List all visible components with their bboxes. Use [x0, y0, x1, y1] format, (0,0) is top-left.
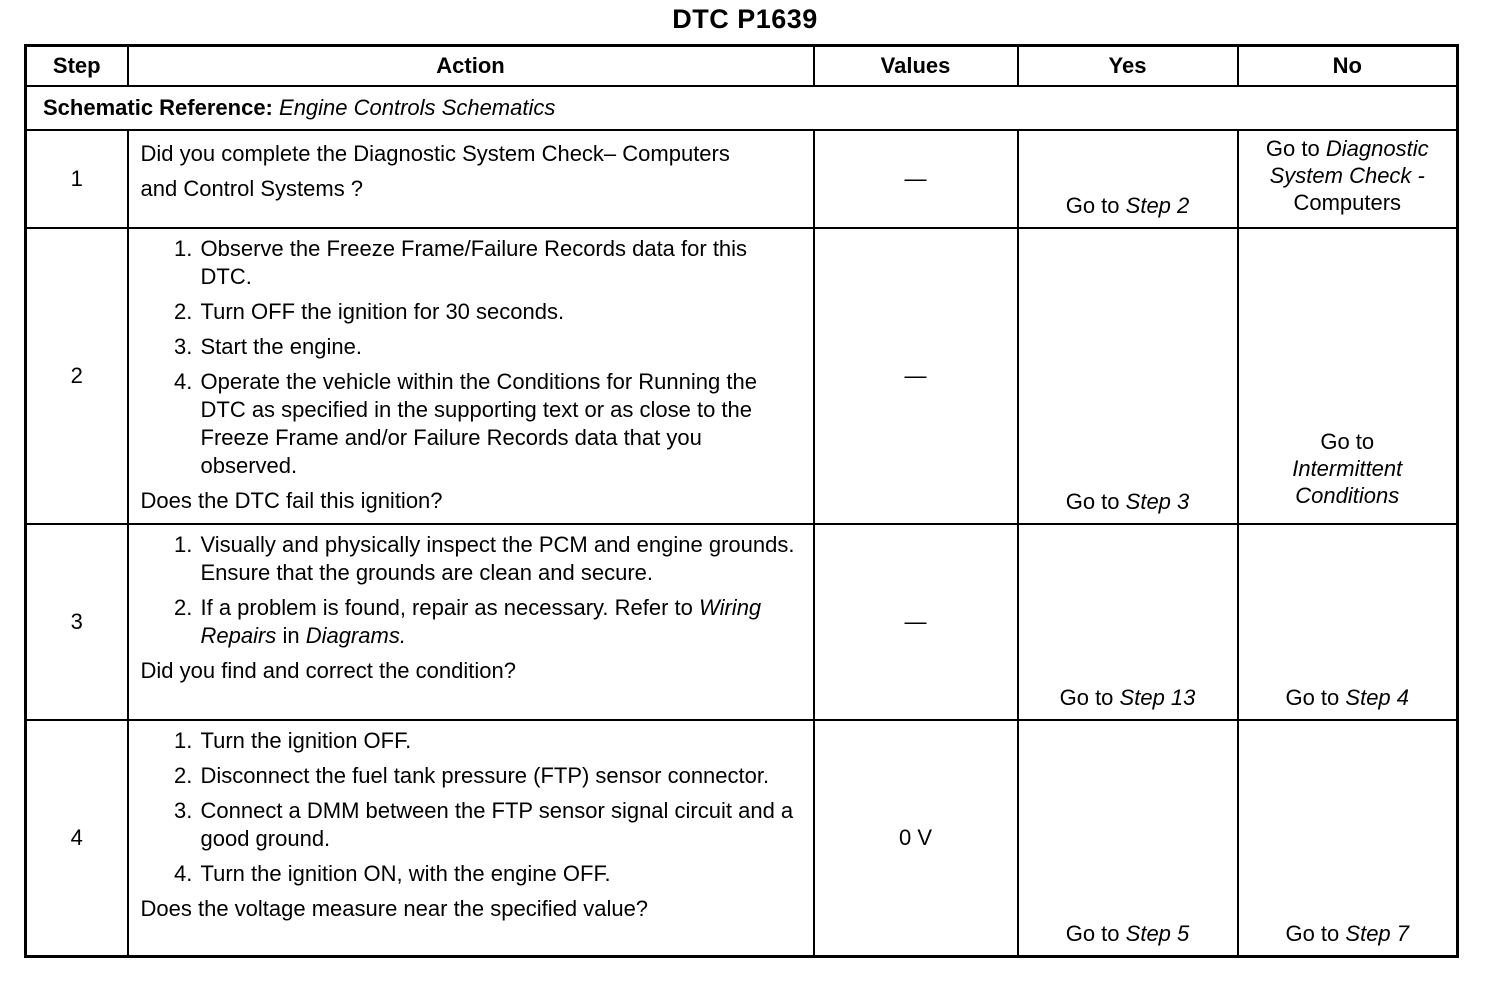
no-suffix: Computers: [1293, 190, 1402, 215]
no-cell: [1238, 720, 1458, 956]
yes-link[interactable]: Step 5: [1125, 920, 1190, 946]
action-question: Did you find and correct the condition?: [140, 658, 516, 683]
header-action: Action: [128, 46, 814, 87]
schematic-link[interactable]: Engine Controls Schematics: [279, 95, 556, 120]
step-number: 2: [26, 228, 128, 524]
action-item-text: in: [282, 623, 300, 648]
action-cell: [128, 130, 814, 228]
schematic-label: Schematic Reference:: [43, 95, 273, 120]
header-no: No: [1238, 46, 1458, 87]
header-values: Values: [814, 46, 1018, 87]
wiring-repairs-link[interactable]: Wiring Repairs: [200, 595, 762, 648]
value-text: —: [904, 166, 927, 191]
table-row: [26, 130, 1458, 228]
action-question: Does the voltage measure near the specified value?: [140, 896, 649, 921]
action-list: [141, 235, 803, 480]
page-title: DTC P1639: [672, 4, 818, 34]
table-row: [26, 228, 1458, 524]
yes-cell: [1018, 720, 1238, 956]
action-cell: [128, 524, 814, 720]
action-item: 1. Visually and physically inspect the PCM and engine grounds. Ensure that the grounds are clean and secure.: [199, 531, 803, 587]
no-prefix: Go to: [1320, 429, 1375, 454]
value-text: 0 V: [898, 824, 933, 850]
action-cell: [128, 228, 814, 524]
action-question: Did you complete the Diagnostic System Check– Computers: [140, 141, 730, 166]
yes-prefix: Go to: [1059, 685, 1114, 710]
no-link[interactable]: Step 4: [1345, 685, 1410, 710]
yes-link[interactable]: Step 2: [1125, 193, 1190, 218]
action-item: 3. Start the engine.: [199, 333, 803, 361]
action-question: Does the DTC fail this ignition?: [140, 488, 443, 513]
no-cell: [1238, 130, 1458, 228]
value-cell: [814, 130, 1018, 228]
action-item: 2. Turn OFF the ignition for 30 seconds.: [199, 298, 803, 326]
value-text: —: [904, 609, 927, 634]
yes-prefix: Go to: [1065, 489, 1120, 514]
schematic-reference: [26, 86, 1458, 130]
no-prefix: Go to: [1265, 136, 1320, 161]
schematic-row: [26, 86, 1458, 130]
step-number: 1: [26, 130, 128, 228]
no-link[interactable]: Step 7: [1345, 920, 1410, 946]
step-number: 3: [26, 524, 128, 720]
action-item: 4. Turn the ignition ON, with the engine OFF.: [199, 860, 803, 888]
diagrams-link[interactable]: Diagrams.: [305, 623, 406, 648]
step-number: 4: [26, 720, 128, 956]
value-text: —: [904, 363, 927, 388]
value-cell: [814, 524, 1018, 720]
table-row: [26, 720, 1458, 956]
no-prefix: Go to: [1285, 920, 1340, 946]
yes-cell: [1018, 228, 1238, 524]
action-list: [141, 531, 803, 650]
action-item-text: If a problem is found, repair as necessary. Refer to: [200, 595, 693, 620]
no-link[interactable]: Intermittent Conditions: [1292, 456, 1403, 508]
yes-link[interactable]: Step 13: [1119, 685, 1196, 710]
action-item: 4. Operate the vehicle within the Conditions for Running the DTC as specified in the supporting text or as close to the Freeze Frame and/or Failure Records data that you observed.: [199, 368, 803, 480]
diagnostic-table: [24, 44, 1459, 958]
action-item: [199, 594, 803, 650]
yes-cell: [1018, 130, 1238, 228]
yes-link[interactable]: Step 3: [1125, 489, 1190, 514]
action-question: and Control Systems ?: [140, 176, 364, 201]
action-list: [141, 727, 803, 888]
yes-prefix: Go to: [1065, 920, 1120, 946]
action-item: 1. Observe the Freeze Frame/Failure Records data for this DTC.: [199, 235, 803, 291]
yes-prefix: Go to: [1065, 193, 1120, 218]
action-item: 3. Connect a DMM between the FTP sensor signal circuit and a good ground.: [199, 797, 803, 853]
table-row: [26, 524, 1458, 720]
value-cell: [814, 720, 1018, 956]
action-item: 1. Turn the ignition OFF.: [199, 727, 803, 755]
no-link[interactable]: Diagnostic System Check -: [1269, 136, 1429, 188]
no-cell: [1238, 228, 1458, 524]
value-cell: [814, 228, 1018, 524]
action-item: 2. Disconnect the fuel tank pressure (FTP) sensor connector.: [199, 762, 803, 790]
action-cell: [128, 720, 814, 956]
header-step: Step: [26, 46, 128, 87]
header-row: [26, 46, 1458, 87]
no-prefix: Go to: [1285, 685, 1340, 710]
header-yes: Yes: [1018, 46, 1238, 87]
no-cell: [1238, 524, 1458, 720]
yes-cell: [1018, 524, 1238, 720]
